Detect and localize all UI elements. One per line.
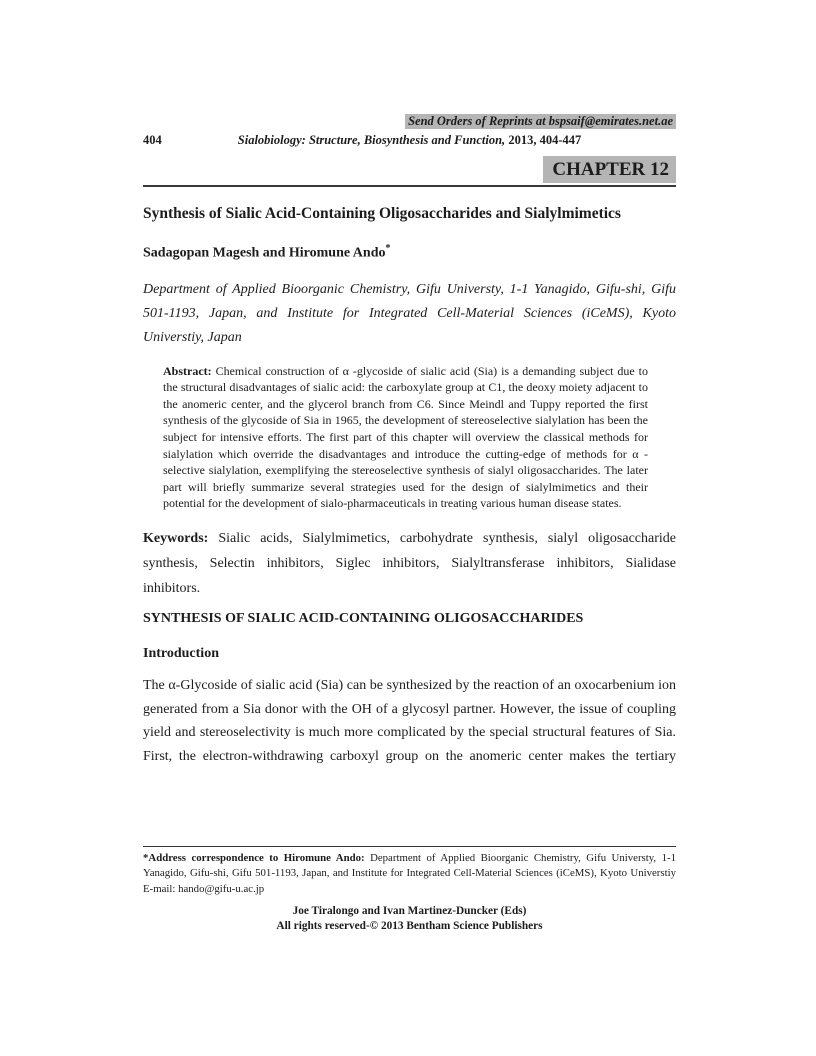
page-number: 404 bbox=[143, 133, 162, 147]
abstract-label: Abstract: bbox=[163, 363, 212, 378]
keywords-paragraph bbox=[143, 526, 676, 601]
authors-line bbox=[143, 239, 676, 263]
affiliation: Department of Applied Bioorganic Chemistry, Gifu Universty, 1-1 Yanagido, Gifu-shi, Gifu 501-1193, Japan, and Institute for Integrated Cell-Material Sciences (iCeMS), Kyoto Universtiy, Japan bbox=[143, 281, 676, 345]
abstract-text: Chemical construction of α -glycoside of sialic acid (Sia) is a demanding subject due to the structural disadvantages of sialic acid: the carboxylate group at C1, the deoxy moiety adjacent to the anomeric center, and the glycerol branch from C6. Since Meindl and Tuppy reported the first synthesis of the glycoside of Sia in 1965, the development of stereoselective sialylation has been the subject for intensive efforts. The first part of this chapter will overview the classical methods for sialylation which override the disadvantages and introduce the cutting-edge of methods for α -selective sialylation, exemplifying the stereoselective synthesis of sialyl oligosaccharides. The later part will briefly summarize several strategies used for the design of sialylmimetics and their potential for the development of sialo-pharmaceuticals in treating various human disease states. bbox=[163, 363, 648, 511]
book-title: Sialobiology: Structure, Biosynthesis and Function, bbox=[237, 133, 506, 147]
book-year-pages: 2013, 404-447 bbox=[505, 133, 582, 147]
keywords-text: Sialic acids, Sialylmimetics, carbohydrate synthesis, sialyl oligosaccharide synthesis, Selectin inhibitors, Siglec inhibitors, Sialyltransferase inhibitors, Sialidase inhibitors. bbox=[143, 531, 676, 596]
footnote-text: Department of Applied Bioorganic Chemistry, Gifu Universty, 1-1 Yanagido, Gifu-shi, Gifu 501-1193, Japan, and Institute for Integrated Cell-Material Sciences (iCeMS), Kyoto Universtiy E-mail: hando@gifu-u.ac.jp bbox=[143, 852, 676, 895]
reprint-notice-line bbox=[143, 112, 676, 130]
footer-editors: Joe Tiralongo and Ivan Martinez-Duncker (Eds) bbox=[292, 905, 527, 917]
subsection-heading-introduction: Introduction bbox=[143, 646, 219, 661]
correspondence-footnote bbox=[143, 846, 676, 897]
body-paragraph: The α-Glycoside of sialic acid (Sia) can be synthesized by the reaction of an oxocarbenium ion generated from a Sia donor with the OH of a glycosyl partner. However, the issue of coupling yield and stereoselectivity is much more complicated by the special structural features of Sia. First, the electron-withdrawing carboxyl group on the anomeric center makes the tertiary bbox=[143, 678, 676, 764]
header-rule bbox=[143, 185, 676, 187]
chapter-badge: CHAPTER 12 bbox=[543, 156, 676, 183]
page-content bbox=[143, 112, 676, 768]
chapter-row bbox=[143, 156, 676, 183]
section-heading: SYNTHESIS OF SIALIC ACID-CONTAINING OLIGOSACCHARIDES bbox=[143, 611, 584, 626]
publisher-footer bbox=[143, 904, 676, 934]
author-footnote-marker: * bbox=[385, 243, 391, 254]
author-names: Sadagopan Magesh and Hiromune Ando bbox=[143, 245, 386, 261]
keywords-label: Keywords: bbox=[143, 531, 209, 546]
abstract-paragraph bbox=[163, 363, 648, 512]
article-title: Synthesis of Sialic Acid-Containing Oligosaccharides and Sialylmimetics bbox=[143, 205, 621, 222]
footer-rights: All rights reserved-© 2013 Bentham Science Publishers bbox=[276, 920, 543, 932]
reprint-notice: Send Orders of Reprints at bspsaif@emirates.net.ae bbox=[405, 114, 676, 129]
footnote-label: *Address correspondence to Hiromune Ando: bbox=[143, 852, 365, 864]
running-head bbox=[143, 131, 676, 149]
